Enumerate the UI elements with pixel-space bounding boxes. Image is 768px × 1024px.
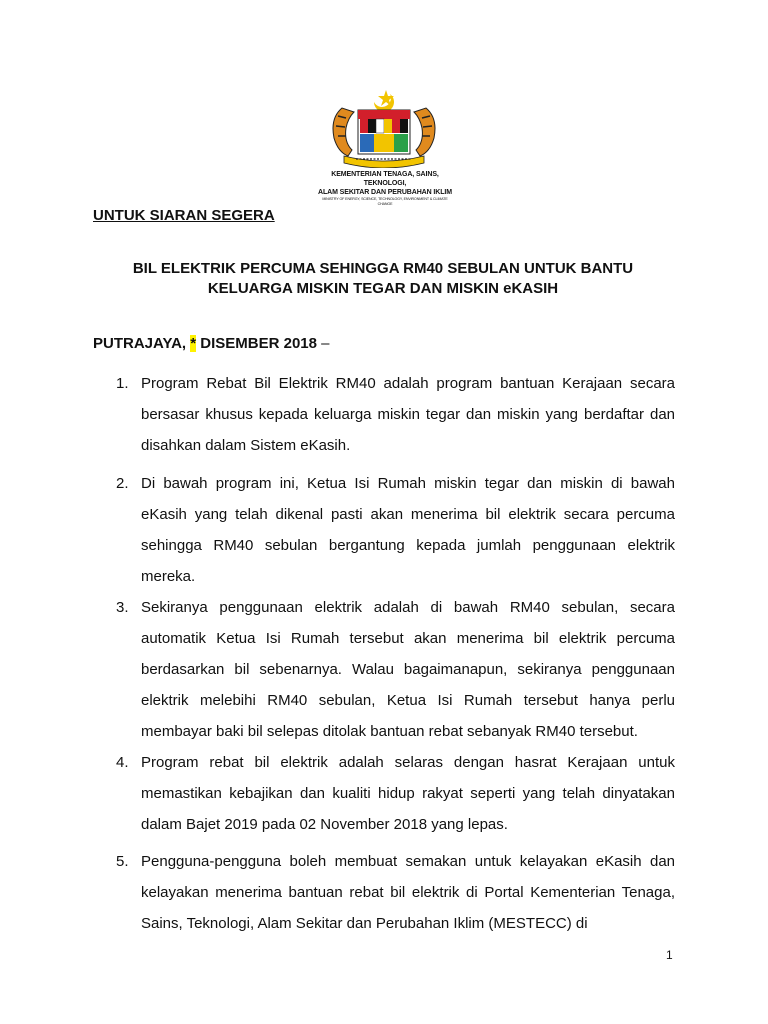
dateline-dash: – (321, 335, 330, 352)
headline-line1: BIL ELEKTRIK PERCUMA SEHINGGA RM40 SEBULAN UNTUK BANTU (132, 260, 634, 277)
paragraph-number: 5. (116, 853, 129, 870)
paragraph-text: Di bawah program ini, Ketua Isi Rumah miskin tegar dan miskin di bawah eKasih yang telah dikenal pasti akan menerima bil elektrik secara percuma sehingga RM40 sebulan bergantung kepada jumlah penggunaan elektrik mereka. (141, 475, 675, 585)
ministry-line1: KEMENTERIAN TENAGA, SAINS, TEKNOLOGI, (331, 171, 439, 187)
dateline-day-marker: * (190, 335, 197, 352)
headline-line2: KELUARGA MISKIN TEGAR DAN MISKIN eKASIH (207, 280, 559, 297)
dateline (93, 335, 330, 352)
page-number: 1 (666, 948, 673, 962)
coat-of-arms-icon (322, 88, 446, 168)
paragraph-text: Pengguna-pengguna boleh membuat semakan untuk kelayakan eKasih dan kelayakan menerima bantuan rebat bil elektrik di Portal Kementerian Tenaga, Sains, Teknologi, Alam Sekitar dan Perubahan Iklim (MESTECC) di (141, 853, 675, 932)
dateline-month-year: DISEMBER 2018 (200, 335, 317, 352)
paragraph-text: Program Rebat Bil Elektrik RM40 adalah program bantuan Kerajaan secara bersasar khusus kepada keluarga miskin tegar dan miskin yang berdaftar dan disahkan dalam Sistem eKasih. (141, 375, 675, 454)
paragraph-text: Program rebat bil elektrik adalah selaras dengan hasrat Kerajaan untuk memastikan kebajikan dan kualiti hidup rakyat seperti yang telah dinyatakan dalam Bajet 2019 pada 02 November 2018 yang lepas. (141, 754, 675, 833)
ministry-english-name: MINISTRY OF ENERGY, SCIENCE, TECHNOLOGY, ENVIRONMENT & CLIMATE CHANGE (322, 197, 448, 206)
ministry-name (318, 170, 452, 207)
release-label: UNTUK SIARAN SEGERA (93, 207, 275, 224)
paragraph-number: 1. (116, 375, 129, 392)
ministry-line2: ALAM SEKITAR DAN PERUBAHAN IKLIM (318, 189, 452, 196)
paragraph-number: 4. (116, 754, 129, 771)
dateline-place: PUTRAJAYA, (93, 335, 187, 352)
paragraph-text: Sekiranya penggunaan elektrik adalah di bawah RM40 sebulan, secara automatik Ketua Isi Rumah tersebut akan menerima bil elektrik percuma berdasarkan bil sebenarnya. Walau bagaimanapun, sekiranya penggunaan elektrik melebihi RM40 sebulan, Ketua Isi Rumah tersebut hanya perlu membayar baki bil selepas ditolak bantuan rebat sebanyak RM40 tersebut. (141, 599, 675, 740)
headline (93, 259, 673, 299)
paragraph-number: 2. (116, 475, 129, 492)
paragraph-number: 3. (116, 599, 129, 616)
